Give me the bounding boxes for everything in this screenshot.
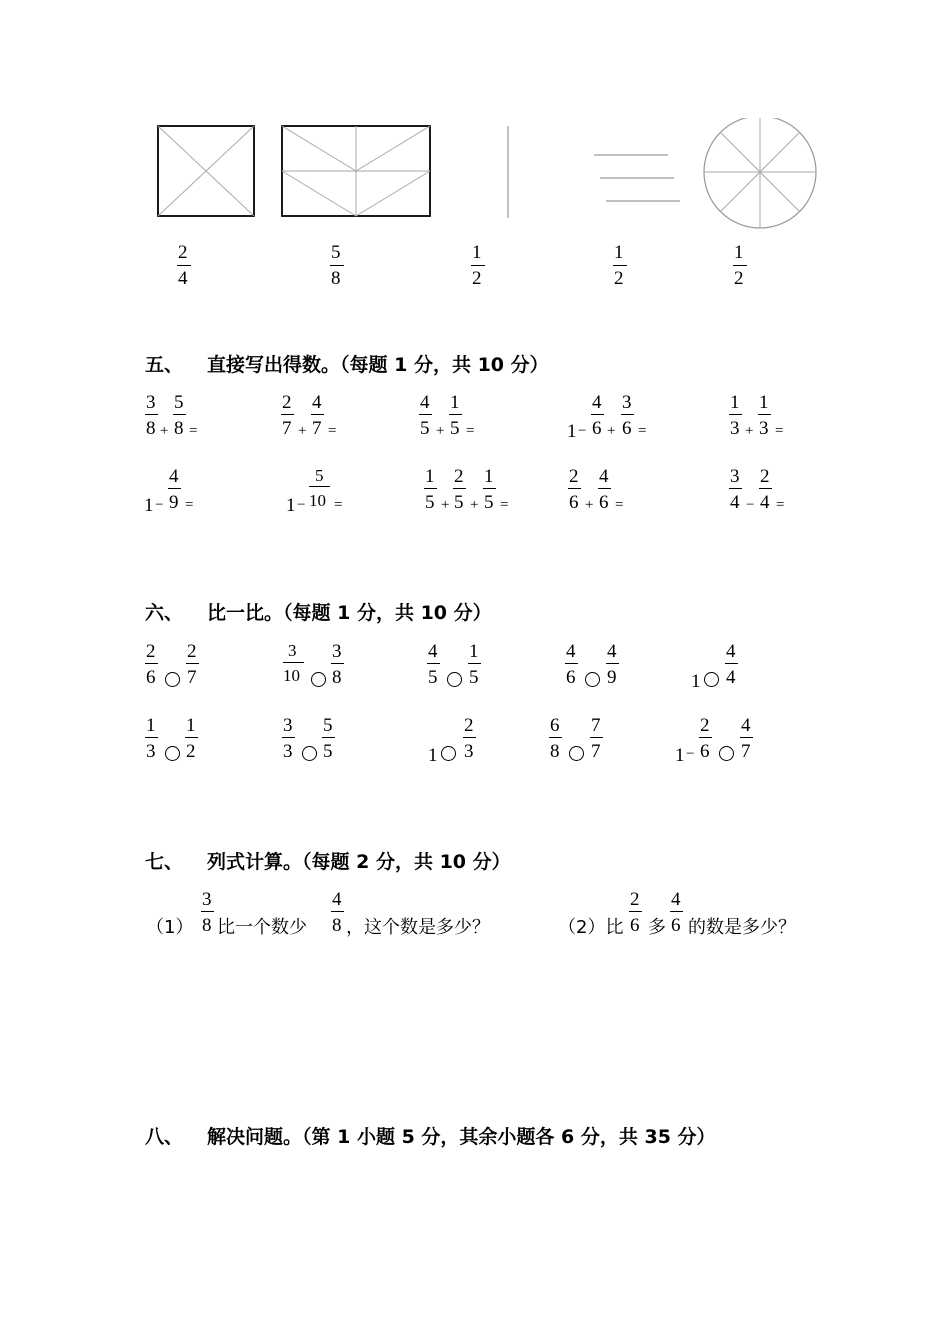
denominator: 6 <box>566 667 576 688</box>
denominator: 4 <box>760 492 770 513</box>
fraction-bar <box>145 663 158 664</box>
denominator: 5 <box>450 418 460 439</box>
denominator: 9 <box>169 492 179 513</box>
numerator: 4 <box>592 392 602 413</box>
fraction-bar <box>568 488 581 489</box>
fraction-bar <box>145 737 158 738</box>
denominator: 10 <box>309 491 326 510</box>
numerator: 5 <box>315 466 324 485</box>
numerator: 4 <box>726 641 736 662</box>
denominator: 6 <box>599 492 609 513</box>
operator: + <box>745 423 754 439</box>
fraction-bar <box>598 488 611 489</box>
numerator: 2 <box>464 715 474 736</box>
denominator: 5 <box>469 667 479 688</box>
fraction-bar <box>729 414 742 415</box>
denominator: 5 <box>425 492 435 513</box>
equals-sign: = <box>328 423 337 439</box>
numerator: 2 <box>178 242 188 263</box>
fraction-bar <box>419 414 432 415</box>
question-text: ，这个数是多少？ <box>346 917 490 938</box>
equals-sign: = <box>775 423 784 439</box>
operator: + <box>298 423 307 439</box>
equals-sign: = <box>500 497 509 513</box>
section-number: 八、 <box>145 1126 184 1148</box>
denominator: 7 <box>282 418 292 439</box>
numerator: 4 <box>428 641 438 662</box>
denominator: 8 <box>174 418 184 439</box>
question-prefix: （2）比 <box>558 917 624 938</box>
operator: + <box>470 497 479 513</box>
numerator: 3 <box>146 392 156 413</box>
section-number: 七、 <box>145 851 184 873</box>
fraction-bar <box>185 737 198 738</box>
operator: + <box>160 423 169 439</box>
denominator: 8 <box>146 418 156 439</box>
denominator: 7 <box>741 741 751 762</box>
fraction-bar <box>186 663 199 664</box>
fraction-bar <box>168 488 181 489</box>
denominator: 8 <box>332 667 342 688</box>
rectangle-figure <box>282 126 430 216</box>
denominator: 8 <box>550 741 560 762</box>
denominator: 10 <box>283 666 300 685</box>
compare-circle[interactable] <box>719 746 734 761</box>
equals-sign: = <box>615 497 624 513</box>
fraction-bar <box>282 737 295 738</box>
fraction-bar <box>621 414 634 415</box>
numerator: 1 <box>146 715 156 736</box>
fraction-bar <box>758 414 771 415</box>
fraction-bar <box>733 265 747 266</box>
fraction-bar <box>177 265 191 266</box>
numerator: 3 <box>288 641 297 660</box>
numerator: 1 <box>484 466 494 487</box>
numerator: 2 <box>187 641 197 662</box>
fraction-bar <box>565 663 578 664</box>
fraction-bar <box>463 737 476 738</box>
section-number: 六、 <box>145 602 184 624</box>
section-6-heading <box>145 604 492 623</box>
figure-fraction-4-denominator: 2 <box>614 268 624 289</box>
denominator: 4 <box>178 268 188 289</box>
compare-circle[interactable] <box>704 672 719 687</box>
fraction-bar <box>281 414 294 415</box>
denominator: 5 <box>454 492 464 513</box>
fraction-bar <box>729 488 742 489</box>
fraction-bar <box>173 414 186 415</box>
whole-number: 1 <box>144 495 154 516</box>
operator: + <box>436 423 445 439</box>
figure-fraction-3-numerator: 1 <box>472 242 482 263</box>
operator: − <box>297 497 306 513</box>
operator: − <box>155 497 164 513</box>
operator: − <box>746 497 755 513</box>
denominator: 6 <box>700 741 710 762</box>
denominator: 5 <box>323 741 333 762</box>
numerator: 2 <box>569 466 579 487</box>
fraction-bar <box>309 486 330 487</box>
compare-circle[interactable] <box>447 672 462 687</box>
compare-circle[interactable] <box>569 746 584 761</box>
denominator: 4 <box>726 667 736 688</box>
numerator: 6 <box>550 715 560 736</box>
denominator: 3 <box>146 741 156 762</box>
fraction-bar <box>468 663 481 664</box>
operator: + <box>441 497 450 513</box>
figure-fraction-5-denominator: 2 <box>734 268 744 289</box>
fraction-bar <box>453 488 466 489</box>
equals-sign: = <box>776 497 785 513</box>
circle-figure <box>704 118 816 228</box>
compare-circle[interactable] <box>165 672 180 687</box>
section-title: 列式计算。（每题 2 分，共 10 分） <box>207 851 511 873</box>
denominator: 3 <box>730 418 740 439</box>
operator: + <box>607 423 616 439</box>
section-number: 五、 <box>145 354 184 376</box>
compare-circle[interactable] <box>302 746 317 761</box>
whole-number: 1 <box>286 495 296 516</box>
section-5-heading <box>145 356 549 375</box>
fraction-bar <box>424 488 437 489</box>
numerator: 4 <box>741 715 751 736</box>
fraction-bar <box>483 488 496 489</box>
denominator: 8 <box>202 915 212 936</box>
section-8-heading <box>145 1128 716 1147</box>
fraction-bar <box>591 414 604 415</box>
numerator: 1 <box>759 392 769 413</box>
whole-number: 1 <box>428 745 438 766</box>
numerator: 1 <box>425 466 435 487</box>
figure-fraction-3-denominator: 2 <box>472 268 482 289</box>
section-title: 解决问题。（第 1 小题 5 分，其余小题各 6 分，共 35 分） <box>207 1126 716 1148</box>
denominator: 7 <box>591 741 601 762</box>
numerator: 4 <box>169 466 179 487</box>
numerator: 2 <box>700 715 710 736</box>
denominator: 6 <box>630 915 640 936</box>
fraction-bar <box>145 414 158 415</box>
equals-sign: = <box>334 497 343 513</box>
denominator: 7 <box>312 418 322 439</box>
denominator: 5 <box>420 418 430 439</box>
equals-sign: = <box>638 423 647 439</box>
numerator: 4 <box>420 392 430 413</box>
denominator: 8 <box>332 915 342 936</box>
numerator: 4 <box>332 889 342 910</box>
fraction-bar <box>201 911 214 912</box>
denominator: 2 <box>186 741 196 762</box>
compare-circle[interactable] <box>441 746 456 761</box>
numerator: 1 <box>469 641 479 662</box>
fraction-bar <box>311 414 324 415</box>
equals-sign: = <box>466 423 475 439</box>
denominator: 6 <box>671 915 681 936</box>
numerator: 4 <box>607 641 617 662</box>
equals-sign: = <box>189 423 198 439</box>
figure-fraction-2-denominator: 8 <box>331 268 341 289</box>
numerator: 2 <box>630 889 640 910</box>
fraction-bar <box>331 663 344 664</box>
fraction-bar <box>699 737 712 738</box>
fraction-bar <box>629 911 642 912</box>
figure-fraction-2-numerator: 5 <box>331 242 341 263</box>
whole-number: 1 <box>675 745 685 766</box>
parallel-lines-figure <box>594 155 680 201</box>
numerator: 2 <box>146 641 156 662</box>
denominator: 3 <box>759 418 769 439</box>
equals-sign: = <box>185 497 194 513</box>
operator: − <box>686 746 695 762</box>
operator: − <box>578 423 587 439</box>
numerator: 3 <box>622 392 632 413</box>
figure-fraction-4-numerator: 1 <box>614 242 624 263</box>
question-text: 比一个数少 <box>217 917 307 938</box>
numerator: 7 <box>591 715 601 736</box>
square-figure <box>158 126 254 216</box>
fraction-bar <box>613 265 627 266</box>
denominator: 6 <box>622 418 632 439</box>
compare-circle[interactable] <box>165 746 180 761</box>
fraction-bar <box>740 737 753 738</box>
question-text: 的数是多少？ <box>688 917 796 938</box>
denominator: 6 <box>146 667 156 688</box>
denominator: 5 <box>428 667 438 688</box>
question-text: 多 <box>648 917 666 938</box>
numerator: 3 <box>283 715 293 736</box>
question-prefix: （1） <box>146 917 194 938</box>
numerator: 5 <box>323 715 333 736</box>
figure-shapes <box>150 118 840 238</box>
denominator: 3 <box>464 741 474 762</box>
figure-fraction-5-numerator: 1 <box>734 242 744 263</box>
compare-circle[interactable] <box>585 672 600 687</box>
numerator: 4 <box>671 889 681 910</box>
denominator: 3 <box>283 741 293 762</box>
denominator: 6 <box>592 418 602 439</box>
numerator: 2 <box>454 466 464 487</box>
fraction-bar <box>590 737 603 738</box>
numerator: 3 <box>202 889 212 910</box>
figure-fraction-1 <box>178 243 188 262</box>
section-7-heading <box>145 853 511 872</box>
numerator: 3 <box>332 641 342 662</box>
numerator: 1 <box>450 392 460 413</box>
fraction-bar <box>322 737 335 738</box>
denominator: 6 <box>569 492 579 513</box>
numerator: 4 <box>566 641 576 662</box>
numerator: 2 <box>760 466 770 487</box>
fraction-bar <box>549 737 562 738</box>
fraction-bar <box>449 414 462 415</box>
fraction-bar <box>283 662 304 663</box>
whole-number: 1 <box>691 671 701 692</box>
numerator: 1 <box>730 392 740 413</box>
numerator: 1 <box>186 715 196 736</box>
denominator: 7 <box>187 667 197 688</box>
section-title: 直接写出得数。（每题 1 分，共 10 分） <box>207 354 549 376</box>
fraction-bar <box>725 663 738 664</box>
fraction-bar <box>471 265 485 266</box>
fraction-bar <box>606 663 619 664</box>
denominator: 5 <box>484 492 494 513</box>
compare-circle[interactable] <box>311 672 326 687</box>
operator: + <box>585 497 594 513</box>
numerator: 4 <box>312 392 322 413</box>
section-title: 比一比。（每题 1 分，共 10 分） <box>207 602 492 624</box>
fraction-bar <box>330 265 344 266</box>
whole-number: 1 <box>567 421 577 442</box>
fraction-bar <box>427 663 440 664</box>
fraction-bar <box>759 488 772 489</box>
fraction-bar <box>670 911 683 912</box>
numerator: 2 <box>282 392 292 413</box>
numerator: 3 <box>730 466 740 487</box>
denominator: 9 <box>607 667 617 688</box>
numerator: 4 <box>599 466 609 487</box>
fraction-bar <box>331 911 344 912</box>
denominator: 4 <box>730 492 740 513</box>
numerator: 5 <box>174 392 184 413</box>
